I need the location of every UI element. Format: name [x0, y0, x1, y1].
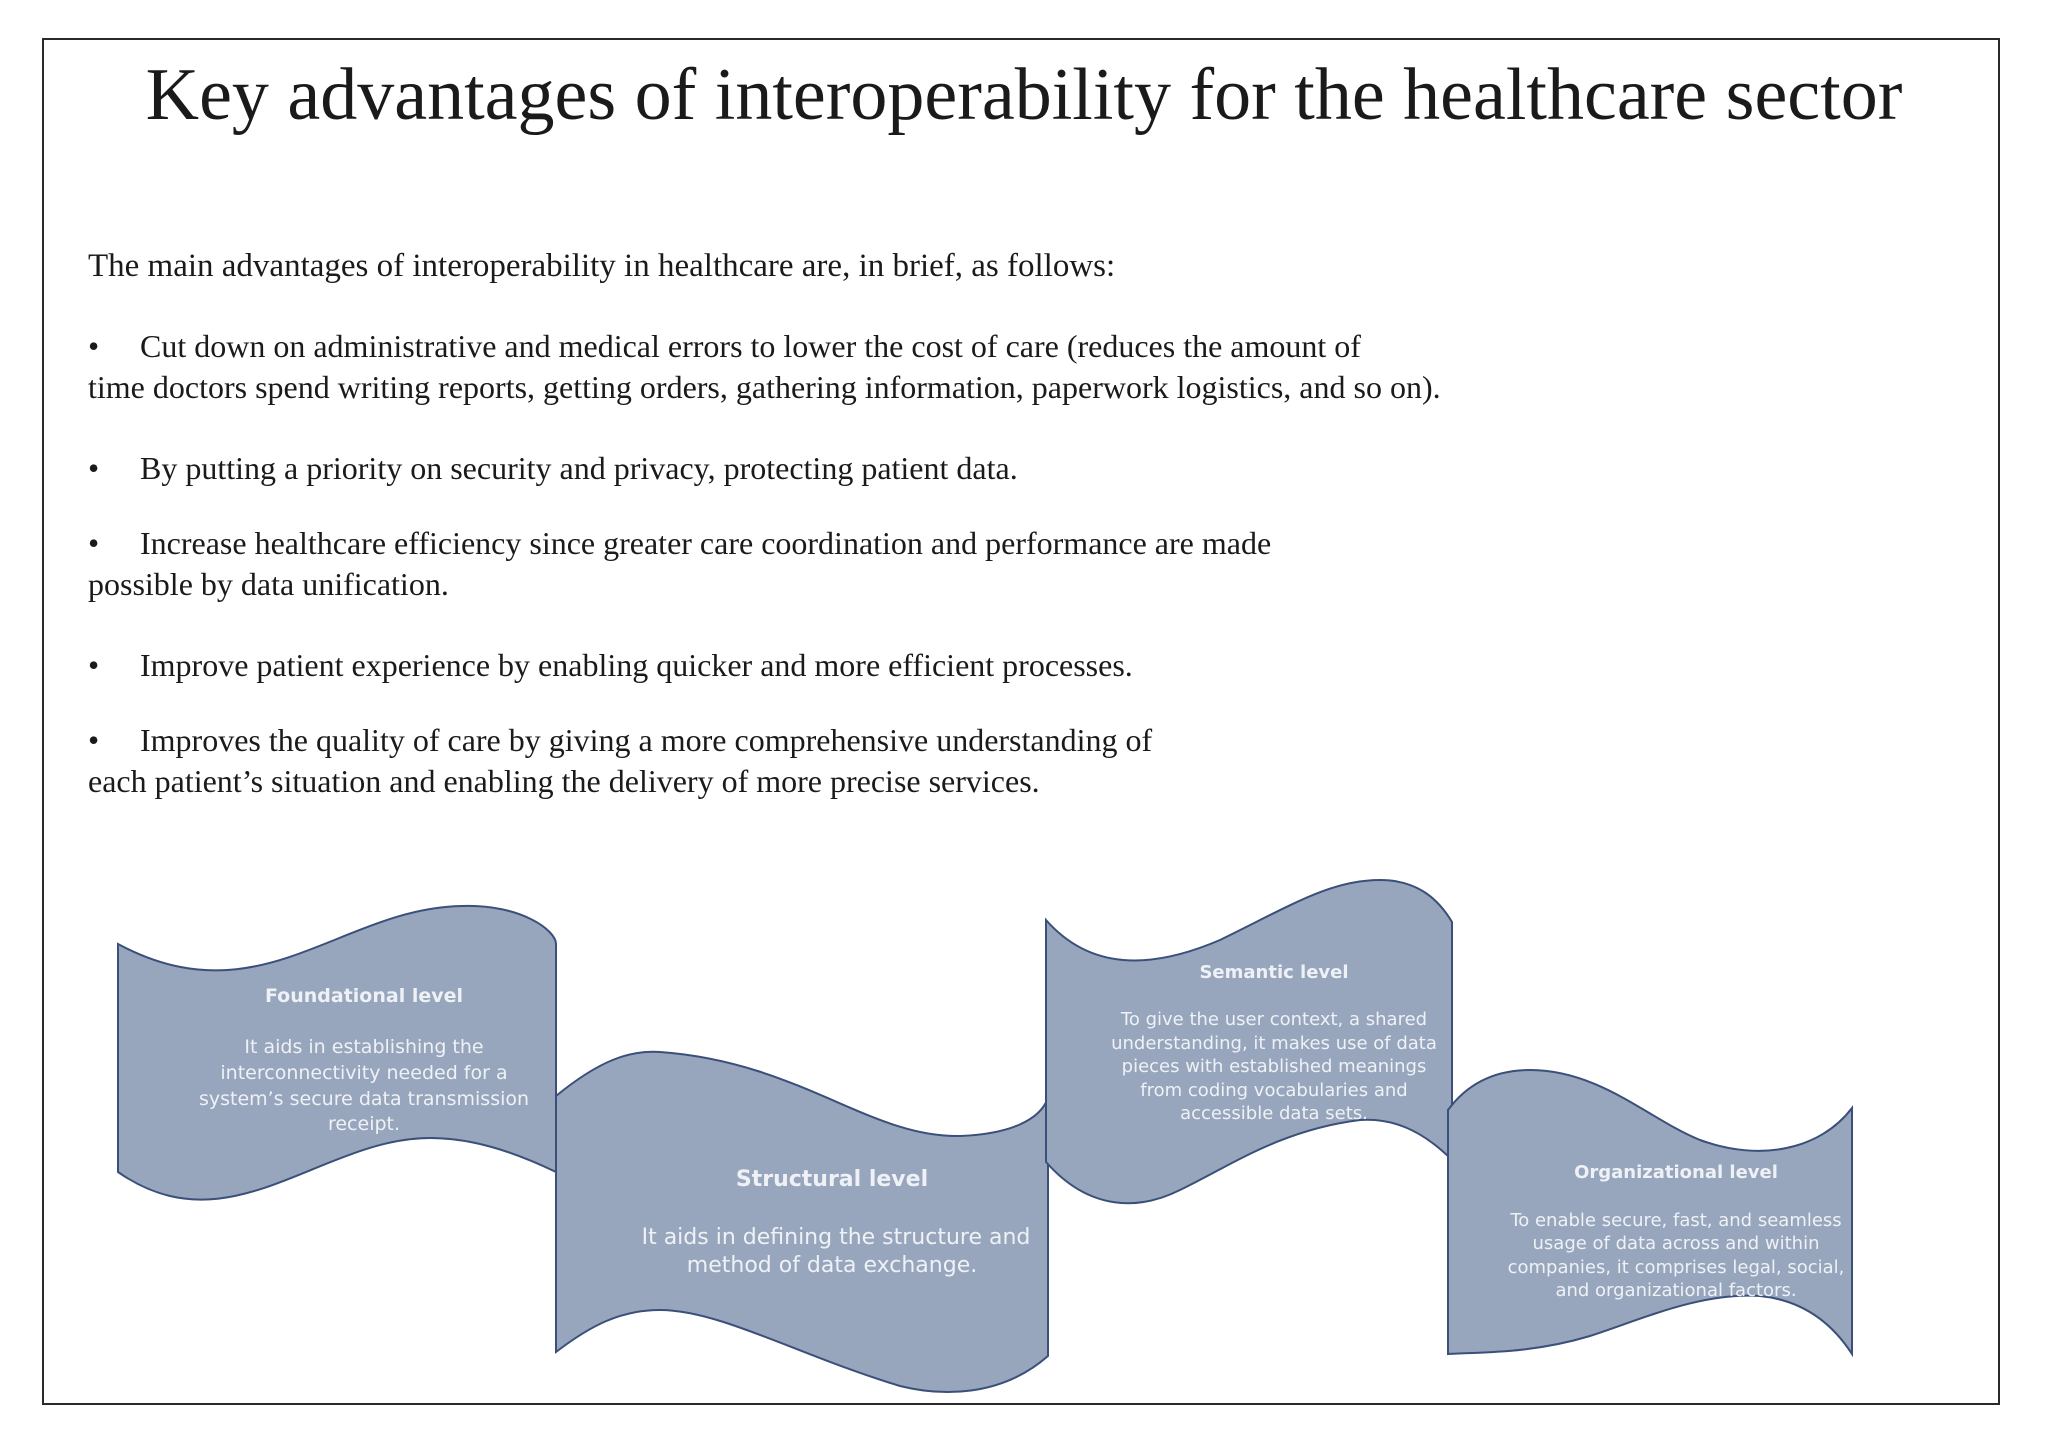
- advantage-line-1: Increase healthcare efficiency since greater care coordination and performance are made: [140, 525, 1272, 561]
- advantage-line-1: Improves the quality of care by giving a more comprehensive understanding of: [140, 722, 1153, 758]
- structural-level-desc-line: method of data exchange.: [686, 1253, 978, 1278]
- organizational-level-desc-line: usage of data across and within: [1532, 1233, 1820, 1254]
- advantage-line-2: time doctors spend writing reports, getting orders, gathering information, paperwork logistics, and so on).: [88, 369, 1441, 405]
- semantic-level-desc-line: pieces with established meanings: [1121, 1056, 1427, 1077]
- organizational-level-desc-line: and organizational factors.: [1555, 1280, 1797, 1301]
- organizational-level-title: Organizational level: [1574, 1162, 1778, 1183]
- bullet-dot: •: [88, 450, 100, 486]
- structural-level-desc-line: It aids in defining the structure and: [641, 1225, 1031, 1250]
- semantic-level-desc-line: accessible data sets.: [1180, 1103, 1368, 1124]
- bullet-dot: •: [88, 328, 100, 364]
- advantage-line-1: Cut down on administrative and medical errors to lower the cost of care (reduces the amount of: [140, 328, 1361, 364]
- semantic-level-title: Semantic level: [1199, 962, 1349, 983]
- structural-level-wave: [556, 1052, 1048, 1392]
- wave-shape: [556, 1052, 1048, 1392]
- advantage-line-2: each patient’s situation and enabling the delivery of more precise services.: [88, 763, 1040, 799]
- semantic-level-desc-line: from coding vocabularies and: [1140, 1080, 1408, 1101]
- advantage-line-1: By putting a priority on security and privacy, protecting patient data.: [140, 450, 1018, 486]
- foundational-level-desc-line: receipt.: [327, 1113, 401, 1135]
- foundational-level-desc-line: system’s secure data transmission: [198, 1088, 530, 1110]
- semantic-level-desc-line: understanding, it makes use of data: [1111, 1033, 1437, 1054]
- semantic-level-desc-line: To give the user context, a shared: [1120, 1009, 1428, 1030]
- intro-text: The main advantages of interoperability in healthcare are, in brief, as follows:: [88, 248, 1116, 284]
- organizational-level-wave: [1448, 1070, 1852, 1354]
- bullet-dot: •: [88, 722, 100, 758]
- page-title: Key advantages of interoperability for the healthcare sector: [145, 54, 1903, 136]
- bullet-dot: •: [88, 525, 100, 561]
- organizational-level-desc-line: companies, it comprises legal, social,: [1507, 1257, 1845, 1278]
- foundational-level-desc-line: interconnectivity needed for a: [220, 1062, 508, 1084]
- bullet-dot: •: [88, 647, 100, 683]
- semantic-level-wave: [1046, 880, 1452, 1203]
- advantage-line-2: possible by data unification.: [88, 566, 449, 602]
- foundational-level-title: Foundational level: [264, 985, 464, 1007]
- organizational-level-desc-line: To enable secure, fast, and seamless: [1510, 1210, 1842, 1231]
- advantage-line-1: Improve patient experience by enabling quicker and more efficient processes.: [140, 647, 1133, 683]
- foundational-level-desc-line: It aids in establishing the: [244, 1036, 484, 1058]
- foundational-level-wave: [118, 906, 556, 1200]
- structural-level-title: Structural level: [735, 1167, 929, 1192]
